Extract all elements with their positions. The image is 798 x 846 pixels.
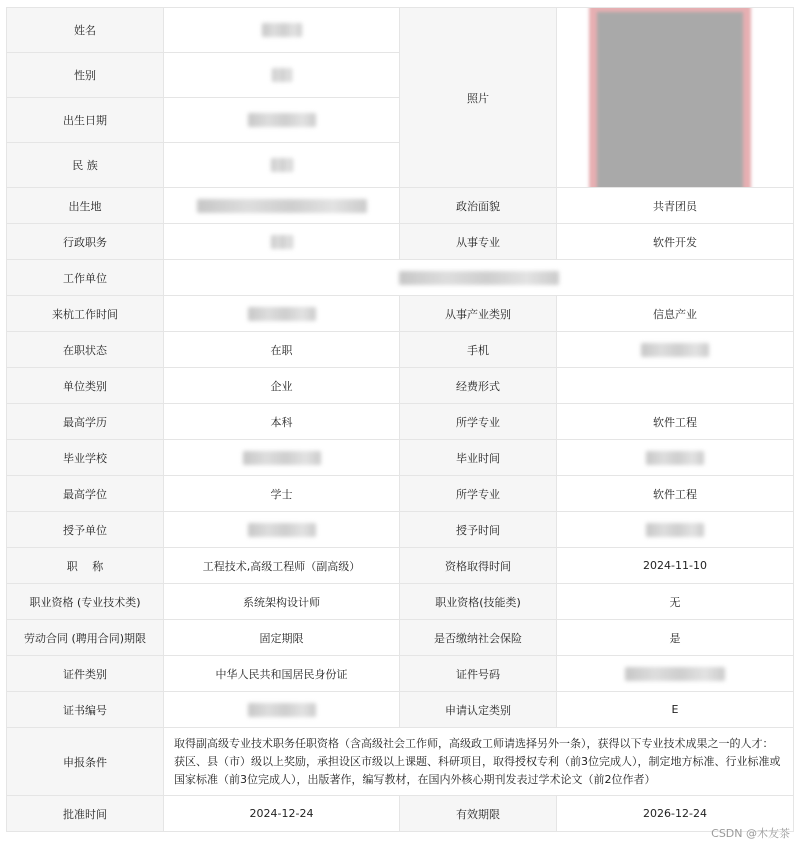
highest-degree-value: 学士 [164, 476, 400, 512]
title-label: 职 称 [7, 548, 164, 584]
photo-image-redacted [597, 12, 743, 188]
birthplace-label: 出生地 [7, 188, 164, 224]
table-row [7, 368, 794, 404]
approval-time-value: 2024-12-24 [164, 796, 400, 832]
employment-status-label: 在职状态 [7, 332, 164, 368]
category-label: 申请认定类别 [400, 692, 557, 728]
approval-time-label: 批准时间 [7, 796, 164, 832]
degree-granting-unit-value-redacted [164, 512, 400, 548]
table-row [7, 656, 794, 692]
id-number-value-redacted [557, 656, 794, 692]
arrival-time-label: 来杭工作时间 [7, 296, 164, 332]
table-row [7, 796, 794, 832]
gender-value-redacted [164, 53, 400, 98]
name-label: 姓名 [7, 8, 164, 53]
contract-term-label: 劳动合同 (聘用合同)期限 [7, 620, 164, 656]
admin-position-label: 行政职务 [7, 224, 164, 260]
specialty-label: 从事专业 [400, 224, 557, 260]
prof-qualification-label: 职业资格 (专业技术类) [7, 584, 164, 620]
table-row [7, 188, 794, 224]
table-row [7, 512, 794, 548]
major-label: 所学专业 [400, 404, 557, 440]
qualification-time-value: 2024-11-10 [557, 548, 794, 584]
name-value-redacted [164, 8, 400, 53]
funding-form-value [557, 368, 794, 404]
birth-date-label: 出生日期 [7, 98, 164, 143]
id-type-label: 证件类别 [7, 656, 164, 692]
skill-qualification-value: 无 [557, 584, 794, 620]
degree-granting-unit-label: 授予单位 [7, 512, 164, 548]
table-row [7, 296, 794, 332]
major-value: 软件工程 [557, 476, 794, 512]
table-row [7, 8, 794, 53]
unit-type-value: 企业 [164, 368, 400, 404]
table-row [7, 620, 794, 656]
table-row [7, 476, 794, 512]
industry-category-label: 从事产业类别 [400, 296, 557, 332]
watermark: CSDN @木友茶 [711, 827, 790, 840]
work-unit-label: 工作单位 [7, 260, 164, 296]
photo-label: 照片 [400, 8, 557, 188]
unit-type-label: 单位类别 [7, 368, 164, 404]
political-status-value: 共青团员 [557, 188, 794, 224]
admin-position-value-redacted [164, 224, 400, 260]
ethnicity-label: 民 族 [7, 143, 164, 188]
photo-cell [557, 8, 794, 188]
qualification-time-label: 资格取得时间 [400, 548, 557, 584]
certificate-no-label: 证书编号 [7, 692, 164, 728]
table-row [7, 404, 794, 440]
gender-label: 性别 [7, 53, 164, 98]
id-number-label: 证件号码 [400, 656, 557, 692]
mobile-value-redacted [557, 332, 794, 368]
graduate-school-label: 毕业学校 [7, 440, 164, 476]
funding-form-label: 经费形式 [400, 368, 557, 404]
table-row [7, 692, 794, 728]
industry-category-value: 信息产业 [557, 296, 794, 332]
birthplace-value-redacted [164, 188, 400, 224]
table-row [7, 584, 794, 620]
skill-qualification-label: 职业资格(技能类) [400, 584, 557, 620]
table-row [7, 332, 794, 368]
arrival-time-value-redacted [164, 296, 400, 332]
certificate-no-value-redacted [164, 692, 400, 728]
table-row [7, 440, 794, 476]
talent-info-table [6, 7, 794, 832]
conditions-value: 取得副高级专业技术职务任职资格（含高级社会工作师，高级政工师请选择另外一条），获得以下专业技术成果之一的人才：获区、县（市）级以上奖励，承担设区市级以上课题、科研项目，取得授权专利（前3位完成人），制定地方标准、行业标准或国家标准（前3位完成人），出版著作，编写教材，在国内外核心期刊发表过学术论文（前2位作者） [164, 728, 794, 796]
work-unit-value-redacted [164, 260, 794, 296]
table-row [7, 728, 794, 796]
mobile-label: 手机 [400, 332, 557, 368]
prof-qualification-value: 系统架构设计师 [164, 584, 400, 620]
validity-value: 2026-12-24 [557, 796, 794, 832]
major-label: 所学专业 [400, 476, 557, 512]
birth-date-value-redacted [164, 98, 400, 143]
major-value: 软件工程 [557, 404, 794, 440]
graduation-time-value-redacted [557, 440, 794, 476]
id-type-value: 中华人民共和国居民身份证 [164, 656, 400, 692]
graduation-time-label: 毕业时间 [400, 440, 557, 476]
category-value: E [557, 692, 794, 728]
contract-term-value: 固定期限 [164, 620, 400, 656]
validity-label: 有效期限 [400, 796, 557, 832]
employment-status-value: 在职 [164, 332, 400, 368]
title-value: 工程技术,高级工程师（副高级） [164, 548, 400, 584]
ethnicity-value-redacted [164, 143, 400, 188]
graduate-school-value-redacted [164, 440, 400, 476]
highest-degree-label: 最高学位 [7, 476, 164, 512]
highest-education-value: 本科 [164, 404, 400, 440]
political-status-label: 政治面貌 [400, 188, 557, 224]
social-insurance-value: 是 [557, 620, 794, 656]
granting-time-value-redacted [557, 512, 794, 548]
table-row [7, 548, 794, 584]
specialty-value: 软件开发 [557, 224, 794, 260]
conditions-label: 申报条件 [7, 728, 164, 796]
table-row [7, 224, 794, 260]
table-row [7, 260, 794, 296]
social-insurance-label: 是否缴纳社会保险 [400, 620, 557, 656]
highest-education-label: 最高学历 [7, 404, 164, 440]
granting-time-label: 授予时间 [400, 512, 557, 548]
